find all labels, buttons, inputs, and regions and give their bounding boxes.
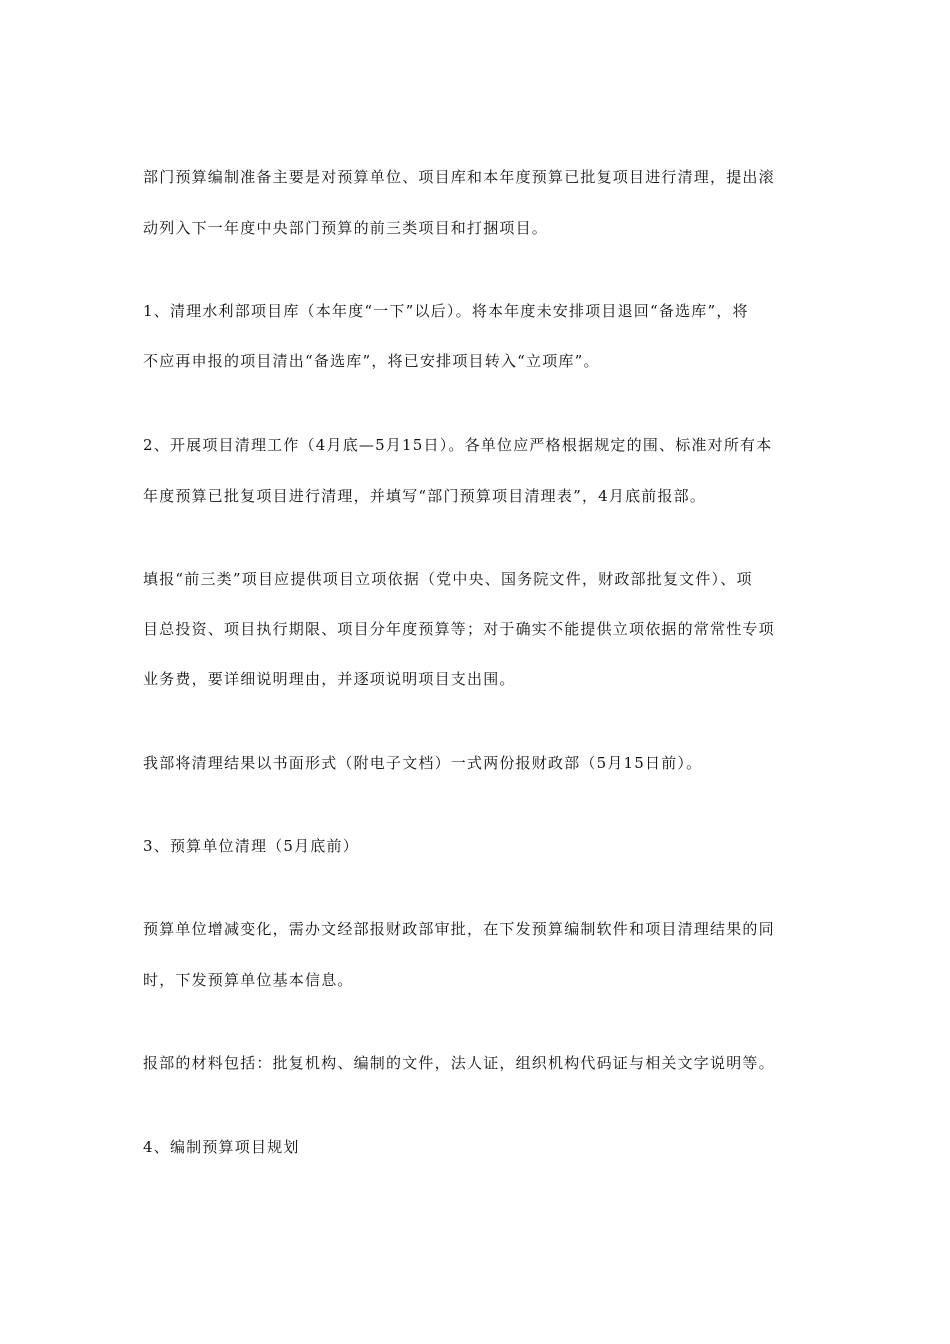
paragraph-fill-line-2: 目总投资、项目执行期限、项目分年度预算等；对于确实不能提供立项依据的常常性专项 <box>143 620 775 638</box>
section-1-line-2: 不应再申报的项目清出“备选库”，将已安排项目转入“立项库”。 <box>143 352 600 370</box>
section-2-line-1: 2、开展项目清理工作（4月底—5月15日）。各单位应严格根据规定的围、标准对所有本 <box>143 436 773 454</box>
section-1-line-1: 1、清理水利部项目库（本年度“一下”以后）。将本年度未安排项目退回“备选库”，将 <box>143 302 749 320</box>
paragraph-fill-line-1: 填报“前三类”项目应提供项目立项依据（党中央、国务院文件，财政部批复文件）、项 <box>143 570 753 588</box>
section-2-line-2: 年度预算已批复项目进行清理，并填写“部门预算项目清理表”，4月底前报部。 <box>143 487 707 505</box>
paragraph-submit: 我部将清理结果以书面形式（附电子文档）一式两份报财政部（5月15日前）。 <box>143 754 703 772</box>
paragraph-unit-line-2: 时，下发预算单位基本信息。 <box>143 971 354 989</box>
section-3-heading: 3、预算单位清理（5月底前） <box>143 837 359 855</box>
paragraph-unit-line-1: 预算单位增减变化，需办文经部报财政部审批，在下发预算编制软件和项目清理结果的同 <box>143 920 775 938</box>
paragraph-1-line-1: 部门预算编制准备主要是对预算单位、项目库和本年度预算已批复项目进行清理，提出滚 <box>143 168 775 186</box>
section-4-heading: 4、编制预算项目规划 <box>143 1138 300 1156</box>
paragraph-materials: 报部的材料包括：批复机构、编制的文件，法人证，组织机构代码证与相关文字说明等。 <box>143 1054 775 1072</box>
paragraph-fill-line-3: 业务费，要详细说明理由，并逐项说明项目支出围。 <box>143 670 516 688</box>
paragraph-1-line-2: 动列入下一年度中央部门预算的前三类项目和打捆项目。 <box>143 219 549 237</box>
